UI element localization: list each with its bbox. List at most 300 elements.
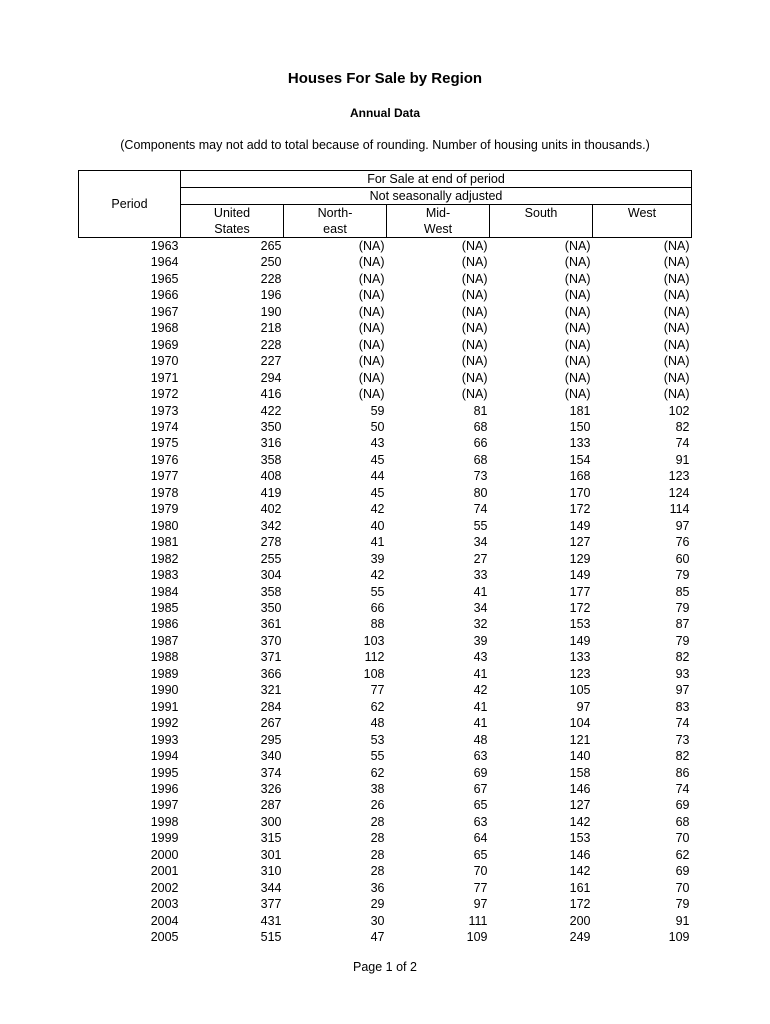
- value-cell: 74: [675, 716, 690, 731]
- period-cell: 1968: [150, 321, 179, 336]
- value-cell: 74: [473, 502, 488, 517]
- table-row: [79, 600, 692, 616]
- value-cell: 190: [260, 304, 282, 319]
- value-cell: 88: [370, 617, 385, 632]
- value-cell: 228: [260, 271, 282, 286]
- value-cell: 69: [473, 765, 488, 780]
- table-row: [79, 435, 692, 451]
- value-cell: 62: [370, 765, 385, 780]
- period-header: Period: [79, 171, 181, 238]
- value-cell: 111: [468, 913, 488, 928]
- table-row: [79, 353, 692, 369]
- value-cell: 97: [675, 518, 690, 533]
- value-cell: 64: [473, 831, 488, 846]
- value-cell: 70: [473, 864, 488, 879]
- table-row: [79, 880, 692, 896]
- value-cell: 68: [473, 452, 488, 467]
- value-cell: 83: [675, 699, 690, 714]
- value-cell: 65: [473, 847, 488, 862]
- value-cell: 68: [473, 419, 488, 434]
- value-cell: 123: [569, 666, 591, 681]
- value-cell: 79: [675, 568, 690, 583]
- value-cell: 66: [473, 436, 488, 451]
- value-cell: (NA): [564, 239, 591, 253]
- data-table: [78, 170, 692, 945]
- value-cell: 70: [675, 831, 690, 846]
- value-cell: 358: [260, 452, 282, 467]
- value-cell: (NA): [564, 271, 591, 286]
- period-cell: 1970: [150, 354, 179, 369]
- value-cell: 45: [370, 452, 385, 467]
- value-cell: 310: [260, 864, 282, 879]
- value-cell: 172: [569, 502, 591, 517]
- value-cell: 342: [260, 518, 282, 533]
- value-cell: 73: [675, 732, 690, 747]
- value-cell: 43: [370, 436, 385, 451]
- value-cell: 103: [363, 633, 385, 648]
- period-cell: 1989: [150, 666, 179, 681]
- value-cell: 41: [473, 716, 488, 731]
- value-cell: 146: [569, 847, 591, 862]
- value-cell: 53: [370, 732, 385, 747]
- table-row: [79, 419, 692, 435]
- period-cell: 1993: [150, 732, 179, 747]
- value-cell: 228: [260, 337, 282, 352]
- value-cell: 105: [569, 683, 591, 698]
- value-cell: 249: [569, 930, 591, 945]
- value-cell: 33: [473, 568, 488, 583]
- value-cell: 109: [668, 930, 690, 945]
- value-cell: 196: [260, 288, 282, 303]
- value-cell: (NA): [564, 370, 591, 385]
- value-cell: 97: [675, 683, 690, 698]
- table-row: [79, 633, 692, 649]
- value-cell: 74: [675, 781, 690, 796]
- period-cell: 2000: [150, 847, 179, 862]
- value-cell: 255: [260, 551, 282, 566]
- value-cell: 68: [675, 814, 690, 829]
- value-cell: 109: [466, 930, 488, 945]
- value-cell: 153: [569, 617, 591, 632]
- value-cell: 77: [370, 683, 385, 698]
- value-cell: 168: [569, 469, 591, 484]
- value-cell: 361: [260, 617, 282, 632]
- value-cell: (NA): [663, 288, 690, 303]
- value-cell: 419: [260, 485, 282, 500]
- value-cell: 140: [569, 749, 591, 764]
- value-cell: (NA): [461, 354, 488, 369]
- value-cell: 97: [576, 699, 591, 714]
- table-row: [79, 254, 692, 270]
- table-row: [79, 386, 692, 402]
- value-cell: (NA): [461, 304, 488, 319]
- value-cell: 28: [370, 814, 385, 829]
- value-cell: 66: [370, 600, 385, 615]
- value-cell: 40: [370, 518, 385, 533]
- value-cell: 321: [260, 683, 282, 698]
- units-note: (Components may not add to total because of rounding. Number of housing units in thousands.): [120, 138, 650, 152]
- table-row: [79, 616, 692, 632]
- document-subtitle: Annual Data: [349, 106, 420, 120]
- value-cell: 278: [260, 535, 282, 550]
- period-cell: 2004: [150, 913, 179, 928]
- value-cell: 30: [370, 913, 385, 928]
- value-cell: 29: [370, 897, 385, 912]
- period-cell: 1981: [150, 535, 179, 550]
- value-cell: (NA): [564, 387, 591, 402]
- value-cell: 316: [260, 436, 282, 451]
- period-cell: 1965: [150, 271, 179, 286]
- value-cell: 26: [370, 798, 385, 813]
- value-cell: 149: [569, 568, 591, 583]
- period-cell: 1983: [150, 568, 179, 583]
- value-cell: 32: [473, 617, 488, 632]
- value-cell: 73: [473, 469, 488, 484]
- value-cell: 45: [370, 485, 385, 500]
- value-cell: 142: [569, 814, 591, 829]
- value-cell: (NA): [663, 387, 690, 402]
- value-cell: 377: [260, 897, 282, 912]
- value-cell: (NA): [461, 239, 488, 253]
- value-cell: 340: [260, 749, 282, 764]
- document-title: Houses For Sale by Region: [287, 70, 483, 87]
- value-cell: 42: [473, 683, 488, 698]
- value-cell: 267: [260, 716, 282, 731]
- value-cell: (NA): [358, 337, 385, 352]
- period-cell: 1994: [150, 749, 179, 764]
- value-cell: 41: [473, 584, 488, 599]
- value-cell: (NA): [663, 271, 690, 286]
- period-cell: 1966: [150, 288, 179, 303]
- table-row: [79, 682, 692, 698]
- value-cell: 81: [473, 403, 488, 418]
- value-cell: 67: [473, 781, 488, 796]
- value-cell: (NA): [663, 239, 690, 253]
- value-cell: (NA): [461, 370, 488, 385]
- value-cell: 149: [569, 518, 591, 533]
- period-cell: 1998: [150, 814, 179, 829]
- period-cell: 1987: [150, 633, 179, 648]
- table-row: [79, 584, 692, 600]
- table-row: [79, 896, 692, 912]
- table-row: [79, 567, 692, 583]
- value-cell: 41: [473, 666, 488, 681]
- value-cell: 158: [569, 765, 591, 780]
- table-row: [79, 666, 692, 682]
- period-cell: 2002: [150, 880, 179, 895]
- value-cell: 374: [260, 765, 282, 780]
- value-cell: 77: [473, 880, 488, 895]
- value-cell: 65: [473, 798, 488, 813]
- period-cell: 1982: [150, 551, 179, 566]
- period-cell: 1984: [150, 584, 179, 599]
- column-header-united-states: United States: [181, 205, 284, 238]
- value-cell: (NA): [663, 304, 690, 319]
- table-row: [79, 649, 692, 665]
- table-row: [79, 452, 692, 468]
- value-cell: 295: [260, 732, 282, 747]
- table-row: [79, 699, 692, 715]
- table-row: [79, 814, 692, 830]
- value-cell: 74: [675, 436, 690, 451]
- value-cell: 28: [370, 864, 385, 879]
- value-cell: (NA): [461, 337, 488, 352]
- value-cell: 402: [260, 502, 282, 517]
- value-cell: 172: [569, 600, 591, 615]
- value-cell: 69: [675, 798, 690, 813]
- value-cell: 200: [569, 913, 591, 928]
- table-row: [79, 913, 692, 929]
- value-cell: 431: [260, 913, 282, 928]
- value-cell: 350: [260, 600, 282, 615]
- table-row: [79, 929, 692, 945]
- value-cell: 69: [675, 864, 690, 879]
- value-cell: 62: [370, 699, 385, 714]
- value-cell: (NA): [358, 304, 385, 319]
- value-cell: 121: [569, 732, 591, 747]
- value-cell: 358: [260, 584, 282, 599]
- table-row: [79, 830, 692, 846]
- period-cell: 2001: [150, 864, 179, 879]
- value-cell: 87: [675, 617, 690, 632]
- value-cell: (NA): [358, 387, 385, 402]
- period-cell: 1974: [150, 419, 179, 434]
- value-cell: (NA): [461, 288, 488, 303]
- period-cell: 1988: [150, 650, 179, 665]
- value-cell: (NA): [663, 354, 690, 369]
- period-cell: 1991: [150, 699, 179, 714]
- value-cell: 34: [473, 535, 488, 550]
- value-cell: 85: [675, 584, 690, 599]
- value-cell: 42: [370, 568, 385, 583]
- period-cell: 1990: [150, 683, 179, 698]
- value-cell: 38: [370, 781, 385, 796]
- value-cell: 326: [260, 781, 282, 796]
- value-cell: 70: [675, 880, 690, 895]
- value-cell: 82: [675, 749, 690, 764]
- period-cell: 1997: [150, 798, 179, 813]
- group-header: For Sale at end of period: [181, 171, 692, 188]
- value-cell: 172: [569, 897, 591, 912]
- period-cell: 1973: [150, 403, 179, 418]
- value-cell: 123: [668, 469, 690, 484]
- period-cell: 1967: [150, 304, 179, 319]
- value-cell: (NA): [358, 271, 385, 286]
- value-cell: 227: [260, 354, 282, 369]
- column-header-south: South: [490, 205, 593, 238]
- value-cell: (NA): [564, 288, 591, 303]
- table-row: [79, 238, 692, 255]
- table-row: [79, 468, 692, 484]
- table-body: [79, 238, 692, 946]
- value-cell: 127: [569, 535, 591, 550]
- table-row: [79, 863, 692, 879]
- value-cell: 181: [569, 403, 591, 418]
- period-cell: 1996: [150, 781, 179, 796]
- value-cell: 36: [370, 880, 385, 895]
- value-cell: 350: [260, 419, 282, 434]
- period-cell: 2005: [150, 930, 179, 945]
- table-row: [79, 748, 692, 764]
- value-cell: (NA): [461, 387, 488, 402]
- value-cell: 127: [569, 798, 591, 813]
- value-cell: (NA): [663, 255, 690, 270]
- period-cell: 1992: [150, 716, 179, 731]
- value-cell: 82: [675, 650, 690, 665]
- value-cell: 133: [569, 436, 591, 451]
- value-cell: (NA): [461, 271, 488, 286]
- period-cell: 1971: [150, 370, 179, 385]
- period-cell: 1963: [150, 239, 179, 253]
- value-cell: 344: [260, 880, 282, 895]
- value-cell: 48: [370, 716, 385, 731]
- period-cell: 1977: [150, 469, 179, 484]
- table-row: [79, 847, 692, 863]
- value-cell: 63: [473, 749, 488, 764]
- value-cell: 177: [569, 584, 591, 599]
- period-cell: 1964: [150, 255, 179, 270]
- table-row: [79, 501, 692, 517]
- period-cell: 1975: [150, 436, 179, 451]
- value-cell: 91: [675, 452, 690, 467]
- value-cell: 76: [675, 535, 690, 550]
- value-cell: 265: [260, 239, 282, 253]
- value-cell: 124: [668, 485, 690, 500]
- value-cell: 422: [260, 403, 282, 418]
- value-cell: 142: [569, 864, 591, 879]
- value-cell: 28: [370, 831, 385, 846]
- value-cell: 50: [370, 419, 385, 434]
- value-cell: (NA): [358, 255, 385, 270]
- value-cell: 315: [260, 831, 282, 846]
- value-cell: 60: [675, 551, 690, 566]
- value-cell: 44: [370, 469, 385, 484]
- period-cell: 1979: [150, 502, 179, 517]
- table-row: [79, 534, 692, 550]
- table-row: [79, 485, 692, 501]
- value-cell: 129: [569, 551, 591, 566]
- value-cell: 79: [675, 633, 690, 648]
- value-cell: (NA): [358, 370, 385, 385]
- table-row: [79, 370, 692, 386]
- table-row: [79, 304, 692, 320]
- value-cell: 218: [260, 321, 282, 336]
- value-cell: (NA): [663, 321, 690, 336]
- value-cell: 301: [260, 847, 282, 862]
- value-cell: 294: [260, 370, 282, 385]
- value-cell: 284: [260, 699, 282, 714]
- value-cell: 416: [260, 387, 282, 402]
- value-cell: 47: [370, 930, 385, 945]
- value-cell: 55: [370, 584, 385, 599]
- period-cell: 1995: [150, 765, 179, 780]
- table-row: [79, 551, 692, 567]
- table-row: [79, 337, 692, 353]
- value-cell: 39: [473, 633, 488, 648]
- value-cell: 153: [569, 831, 591, 846]
- value-cell: 34: [473, 600, 488, 615]
- value-cell: 82: [675, 419, 690, 434]
- value-cell: (NA): [564, 304, 591, 319]
- value-cell: (NA): [564, 354, 591, 369]
- value-cell: 41: [473, 699, 488, 714]
- column-header-northeast: North- east: [284, 205, 387, 238]
- value-cell: 55: [370, 749, 385, 764]
- table-row: [79, 781, 692, 797]
- value-cell: 91: [675, 913, 690, 928]
- value-cell: (NA): [461, 321, 488, 336]
- column-header-midwest: Mid- West: [387, 205, 490, 238]
- period-cell: 1976: [150, 452, 179, 467]
- value-cell: 112: [364, 650, 385, 665]
- value-cell: 149: [569, 633, 591, 648]
- value-cell: 515: [260, 930, 282, 945]
- value-cell: 146: [569, 781, 591, 796]
- value-cell: (NA): [358, 354, 385, 369]
- table-row: [79, 287, 692, 303]
- period-cell: 1986: [150, 617, 179, 632]
- value-cell: 408: [260, 469, 282, 484]
- value-cell: 39: [370, 551, 385, 566]
- value-cell: (NA): [564, 321, 591, 336]
- period-cell: 2003: [150, 897, 179, 912]
- value-cell: 250: [260, 255, 282, 270]
- value-cell: 154: [569, 452, 591, 467]
- value-cell: 170: [569, 485, 591, 500]
- value-cell: 63: [473, 814, 488, 829]
- value-cell: 371: [260, 650, 282, 665]
- table-row: [79, 765, 692, 781]
- table-row: [79, 797, 692, 813]
- value-cell: 42: [370, 502, 385, 517]
- value-cell: 287: [260, 798, 282, 813]
- value-cell: 370: [260, 633, 282, 648]
- value-cell: 28: [370, 847, 385, 862]
- value-cell: 86: [675, 765, 690, 780]
- value-cell: (NA): [564, 337, 591, 352]
- value-cell: 43: [473, 650, 488, 665]
- value-cell: 93: [675, 666, 690, 681]
- value-cell: 79: [675, 897, 690, 912]
- period-cell: 1980: [150, 518, 179, 533]
- value-cell: (NA): [461, 255, 488, 270]
- value-cell: 97: [473, 897, 488, 912]
- value-cell: 27: [473, 551, 488, 566]
- value-cell: 304: [260, 568, 282, 583]
- group-subheader: Not seasonally adjusted: [181, 188, 692, 205]
- period-cell: 1999: [150, 831, 179, 846]
- table-row: [79, 320, 692, 336]
- value-cell: 108: [363, 666, 385, 681]
- period-cell: 1969: [150, 337, 179, 352]
- value-cell: 41: [370, 535, 385, 550]
- value-cell: 80: [473, 485, 488, 500]
- table-row: [79, 271, 692, 287]
- value-cell: (NA): [564, 255, 591, 270]
- value-cell: 161: [569, 880, 591, 895]
- period-cell: 1972: [150, 387, 179, 402]
- value-cell: (NA): [358, 321, 385, 336]
- table-row: [79, 403, 692, 419]
- value-cell: 48: [473, 732, 488, 747]
- column-header-west: West: [593, 205, 692, 238]
- value-cell: 55: [473, 518, 488, 533]
- value-cell: (NA): [358, 288, 385, 303]
- value-cell: 62: [675, 847, 690, 862]
- value-cell: (NA): [663, 370, 690, 385]
- value-cell: (NA): [663, 337, 690, 352]
- table-row: [79, 732, 692, 748]
